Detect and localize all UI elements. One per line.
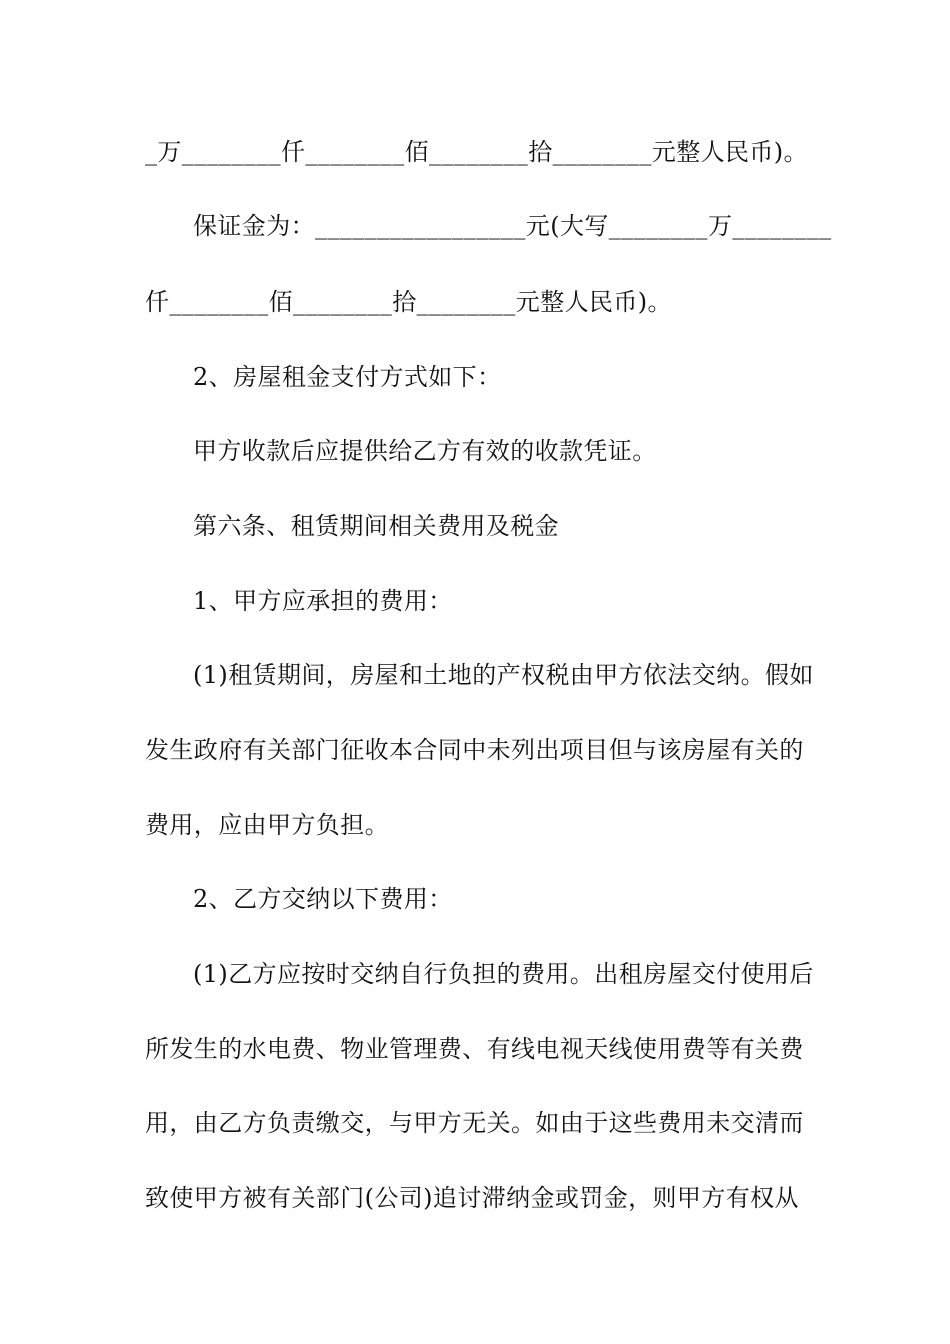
text-line: 仟________佰________拾________元整人民币)。 <box>145 288 672 316</box>
text-line: 保证金为：_________________元(大写________万________ <box>193 212 832 240</box>
text-line: (1)乙方应按时交纳自行负担的费用。出租房屋交付使用后 <box>193 960 814 988</box>
text-line: 用，由乙方负责缴交，与甲方无关。如由于这些费用未交清而 <box>145 1109 804 1137</box>
text-line: 致使甲方被有关部门(公司)追讨滞纳金或罚金，则甲方有权从 <box>145 1184 799 1212</box>
section-heading: 第六条、租赁期间相关费用及税金 <box>193 512 559 540</box>
text-line: 2、房屋租金支付方式如下： <box>193 363 502 391</box>
text-line: 甲方收款后应提供给乙方有效的收款凭证。 <box>193 437 657 465</box>
text-line: _万________仟________佰________拾________元整人民币)。 <box>145 138 808 166</box>
text-line: 费用，应由甲方负担。 <box>145 811 389 839</box>
text-line: 发生政府有关部门征收本合同中未列出项目但与该房屋有关的 <box>145 736 804 764</box>
text-line: (1)租赁期间，房屋和土地的产权税由甲方依法交纳。假如 <box>193 661 814 689</box>
text-line: 所发生的水电费、物业管理费、有线电视天线使用费等有关费 <box>145 1035 804 1063</box>
text-line: 1、甲方应承担的费用： <box>193 587 453 615</box>
text-line: 2、乙方交纳以下费用： <box>193 885 453 913</box>
